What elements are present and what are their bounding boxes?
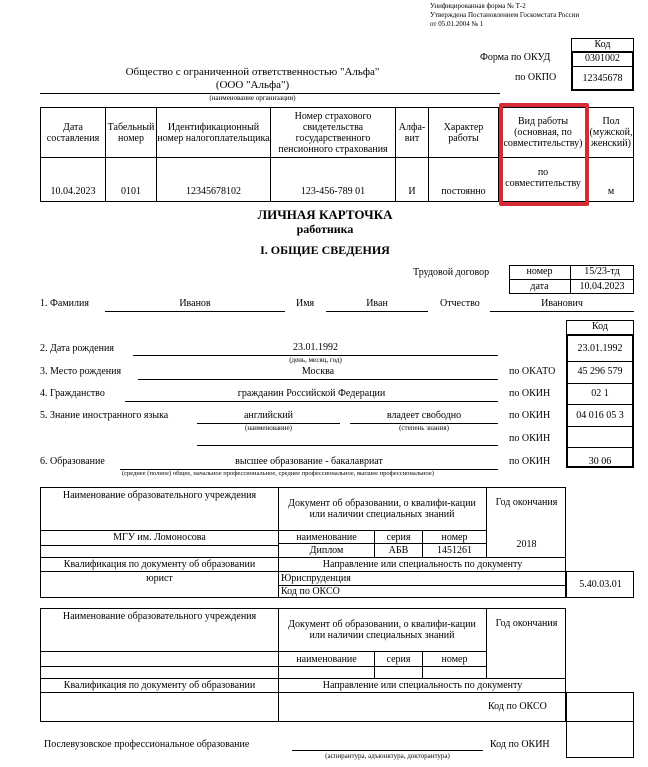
- edu2-year-header: Год окончания: [495, 617, 558, 629]
- language-level: владеет свободно: [386, 410, 462, 421]
- name-value: Иван: [366, 298, 388, 309]
- edu1-qualification-value: юрист: [146, 573, 173, 584]
- education-caption: (среднее (полное) общее, начальное профессиональное, среднее профессиональное, высшее профессиональное): [122, 470, 434, 477]
- language-level-caption: (степень знания): [399, 424, 449, 432]
- col-gender-header: Пол (мужской, женский): [589, 116, 633, 149]
- value-alphabet: И: [408, 186, 416, 197]
- education-code: 30 06: [588, 456, 612, 467]
- birth-caption: (день, месяц, год): [289, 356, 342, 364]
- edu1-okso-value: 5.40.03.01: [579, 579, 622, 590]
- surname-value: Иванов: [179, 298, 211, 309]
- contract-number-label: номер: [526, 266, 553, 277]
- form-title: Унифицированная форма № Т-2: [430, 2, 526, 10]
- col-tab-number-header: Табельный номер: [107, 121, 155, 144]
- contract-number: 15/23-тд: [584, 266, 620, 277]
- edu2-series-label: серия: [386, 653, 411, 665]
- col-work-nature-header: Характер работы: [443, 121, 484, 144]
- contract-date-label: дата: [530, 281, 549, 292]
- section-title: I. ОБЩИЕ СВЕДЕНИЯ: [260, 243, 390, 257]
- education-label: 6. Образование: [40, 456, 105, 467]
- col-date-header: Дата составления: [46, 121, 100, 144]
- approved-date: от 05.01.2004 № 1: [430, 20, 484, 28]
- patronymic-label: Отчество: [440, 298, 480, 309]
- birth-value: 23.01.1992: [293, 342, 338, 353]
- language2-okin-label: по ОКИН: [509, 433, 551, 444]
- edu2-okso-label: Код по ОКСО: [488, 701, 547, 712]
- edu1-doc-series: АБВ: [388, 545, 409, 556]
- okud-label: Форма по ОКУД: [480, 52, 551, 63]
- okpo-value: 12345678: [582, 73, 623, 84]
- birthplace-label: 3. Место рождения: [40, 366, 122, 377]
- org-caption: (наименование организации): [209, 94, 296, 102]
- value-tab-number: 0101: [121, 186, 141, 197]
- org-short-name: (ООО "Альфа"): [215, 79, 290, 91]
- okato-label: по ОКАТО: [509, 366, 556, 377]
- edu1-okso-label: Код по ОКСО: [281, 586, 340, 597]
- col-inn-header: Идентификационный номер налогоплательщика: [157, 121, 270, 144]
- okud-value: 0301002: [585, 53, 620, 64]
- education-okin-label: по ОКИН: [509, 456, 551, 467]
- surname-label: 1. Фамилия: [40, 298, 89, 309]
- value-snils: 123-456-789 01: [300, 186, 366, 197]
- language-caption: (наименование): [245, 424, 292, 432]
- org-name: Общество с ограниченной ответственностью "Альфа": [125, 66, 380, 78]
- language-value: английский: [243, 410, 294, 421]
- contract-label: Трудовой договор: [413, 267, 490, 278]
- language-okin-label: по ОКИН: [509, 410, 551, 421]
- col-alphabet-header: Алфа-вит: [398, 121, 426, 144]
- citizenship-label: 4. Гражданство: [40, 388, 105, 399]
- edu1-specialty-header: Направление или специальность по документу: [322, 559, 523, 570]
- contract-date: 10.04.2023: [579, 281, 625, 292]
- person-code-header: Код: [592, 321, 608, 332]
- okato-value: 45 296 579: [577, 366, 623, 377]
- card-title: ЛИЧНАЯ КАРТОЧКА: [257, 207, 393, 222]
- edu1-doc-name: Диплом: [309, 545, 344, 556]
- value-date: 10.04.2023: [50, 186, 96, 197]
- edu2-number-label: номер: [441, 653, 468, 665]
- value-work-nature: постоянно: [441, 186, 486, 197]
- postgrad-okin-label: Код по ОКИН: [490, 739, 550, 750]
- code-header: Код: [594, 39, 611, 50]
- birth-label: 2. Дата рождения: [40, 343, 114, 354]
- language-label: 5. Знание иностранного языка: [40, 410, 169, 421]
- okpo-label: по ОКПО: [515, 72, 557, 83]
- edu1-number-label: номер: [441, 531, 468, 543]
- postgrad-label: Послевузовское профессиональное образование: [44, 739, 250, 750]
- edu2-institution-header: Наименование образовательного учреждения: [62, 610, 257, 622]
- citizenship-okin-label: по ОКИН: [509, 388, 551, 399]
- name-label: Имя: [296, 298, 315, 309]
- col-snils-header: Номер страхового свидетельства государственного пенсионного страхования: [278, 110, 388, 155]
- edu1-name-label: наименование: [296, 531, 357, 543]
- language-code: 04 016 05 3: [576, 410, 624, 421]
- edu1-doc-number: 1451261: [437, 545, 472, 556]
- citizenship-code: 02 1: [591, 388, 609, 399]
- birthplace-value: Москва: [301, 366, 335, 377]
- edu1-institution-header: Наименование образовательного учреждения: [62, 489, 257, 501]
- edu2-name-label: наименование: [296, 653, 357, 665]
- card-subtitle: работника: [296, 222, 354, 236]
- approved-line: Утверждена Постановлением Госкомстата России: [430, 11, 580, 19]
- edu2-document-header: Документ об образовании, о квалифи-кации или наличии специальных знаний: [288, 619, 476, 641]
- edu1-institution-value: МГУ им. Ломоносова: [113, 532, 206, 543]
- edu2-specialty-header: Направление или специальность по документу: [322, 680, 523, 691]
- edu1-series-label: серия: [386, 531, 411, 543]
- edu1-document-header: Документ об образовании, о квалифи-кации или наличии специальных знаний: [288, 498, 476, 520]
- birth-code: 23.01.1992: [577, 343, 623, 354]
- postgrad-caption: (аспирантура, адъюнктура, докторантура): [325, 752, 450, 760]
- value-gender: м: [607, 186, 615, 197]
- value-work-type: по совместительству: [505, 167, 581, 189]
- edu1-year-header: Год окончания: [495, 496, 558, 508]
- edu1-year-value: 2018: [516, 538, 537, 550]
- patronymic-value: Иванович: [541, 298, 583, 309]
- value-inn: 12345678102: [186, 186, 241, 197]
- citizenship-value: гражданин Российской Федерации: [237, 388, 386, 399]
- edu1-specialty-value: Юриспруденция: [281, 573, 351, 584]
- highlight-work-type: [499, 103, 589, 206]
- col-work-type-header: Вид работы (основная, по совместительству): [503, 116, 583, 149]
- edu1-qualification-header: Квалификация по документу об образовании: [63, 559, 256, 570]
- edu2-qualification-header: Квалификация по документу об образовании: [63, 680, 256, 691]
- education-value: высшее образование - бакалавриат: [235, 456, 383, 467]
